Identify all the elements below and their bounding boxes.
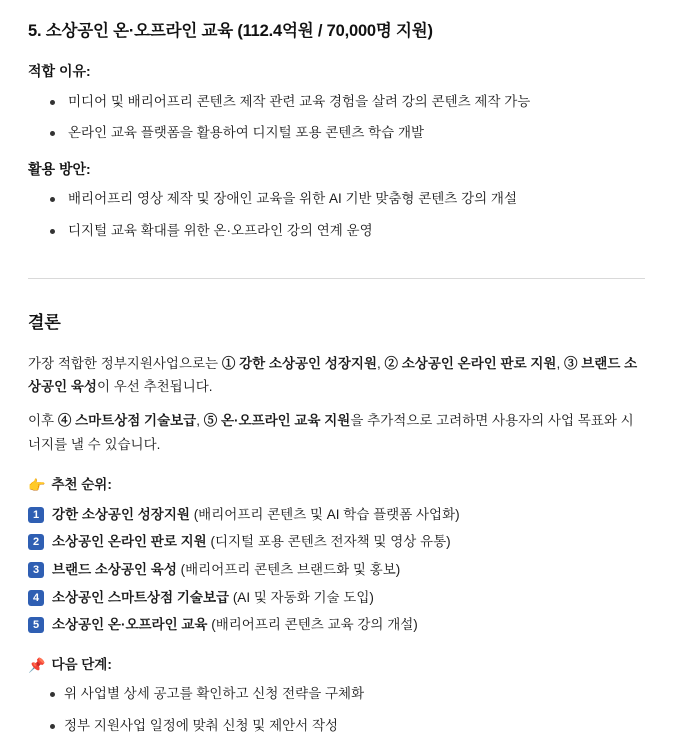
para1-mid-2: , bbox=[556, 355, 564, 371]
para1-suffix: 이 우선 추천됩니다. bbox=[96, 379, 213, 395]
rank-title: 소상공인 온·오프라인 교육 bbox=[52, 617, 208, 633]
rank-note: (디지털 포용 콘텐츠 전자책 및 영상 유통) bbox=[210, 534, 451, 550]
rank-title: 강한 소상공인 성장지원 bbox=[52, 506, 190, 522]
rank-note: (배리어프리 콘텐츠 및 AI 학습 플랫폼 사업화) bbox=[193, 506, 460, 522]
rank-badge: 2 bbox=[28, 534, 44, 550]
page-title: 5. 소상공인 온·오프라인 교육 (112.4억원 / 70,000명 지원) bbox=[28, 22, 433, 40]
list-item: 정부 지원사업 일정에 맞춰 신청 및 제안서 작성 bbox=[64, 715, 645, 737]
section-divider bbox=[28, 278, 645, 279]
conclusion-paragraph-1 bbox=[28, 352, 645, 399]
para1-bold-1: ① 강한 소상공인 성장지원 bbox=[221, 355, 377, 371]
list-item: 배리어프리 영상 제작 및 장애인 교육을 위한 AI 기반 맞춤형 콘텐츠 강의 개설 bbox=[64, 188, 645, 210]
para2-suffix: 을 추가적으로 고려하면 사용자의 사업 목표와 시너지를 낼 수 있습니다. bbox=[28, 412, 634, 452]
rank-title: 소상공인 온라인 판로 지원 bbox=[52, 534, 207, 550]
para1-bold-2: ② 소상공인 온라인 판로 지원 bbox=[384, 355, 557, 371]
rank-badge: 3 bbox=[28, 562, 44, 578]
conclusion-paragraph-2 bbox=[28, 409, 645, 456]
next-steps-list bbox=[28, 683, 645, 736]
next-steps-heading-label: 다음 단계: bbox=[51, 656, 112, 672]
rank-title: 브랜드 소상공인 육성 bbox=[52, 562, 177, 578]
next-steps-heading bbox=[28, 654, 645, 676]
rank-note: (배리어프리 콘텐츠 교육 강의 개설) bbox=[211, 617, 418, 633]
list-item bbox=[28, 559, 645, 581]
usage-list bbox=[28, 188, 645, 241]
para2-bold-1: ④ 스마트상점 기술보급 bbox=[57, 412, 197, 428]
reason-heading: 적합 이유: bbox=[28, 63, 91, 80]
para2-bold-2: ⑤ 온·오프라인 교육 지원 bbox=[203, 412, 351, 428]
list-item bbox=[28, 587, 645, 609]
list-item: 디지털 교육 확대를 위한 온·오프라인 강의 연계 운영 bbox=[64, 220, 645, 242]
para1-prefix: 가장 적합한 정부지원사업으로는 bbox=[28, 355, 222, 371]
list-item bbox=[28, 531, 645, 553]
rank-note: (배리어프리 콘텐츠 브랜드화 및 홍보) bbox=[180, 562, 401, 578]
list-item bbox=[28, 614, 645, 636]
list-item: 미디어 및 배리어프리 콘텐츠 제작 관련 교육 경험을 살려 강의 콘텐츠 제작 가능 bbox=[64, 91, 645, 113]
reason-list bbox=[28, 91, 645, 144]
para2-mid-1: , bbox=[196, 412, 204, 428]
pushpin-icon: 📌 bbox=[28, 656, 46, 673]
pointing-hand-icon: 👉 bbox=[28, 477, 46, 494]
para2-prefix: 이후 bbox=[28, 412, 58, 428]
rank-badge: 4 bbox=[28, 590, 44, 606]
rank-note: (AI 및 자동화 기술 도입) bbox=[232, 589, 374, 605]
para1-mid-1: , bbox=[377, 355, 385, 371]
rank-badge: 1 bbox=[28, 507, 44, 523]
usage-heading: 활용 방안: bbox=[28, 160, 91, 177]
recommend-heading bbox=[28, 474, 645, 496]
list-item: 온라인 교육 플랫폼을 활용하여 디지털 포용 콘텐츠 학습 개발 bbox=[64, 122, 645, 144]
list-item bbox=[28, 504, 645, 526]
recommend-heading-label: 추천 순위: bbox=[51, 477, 112, 493]
rank-badge: 5 bbox=[28, 617, 44, 633]
conclusion-title: 결론 bbox=[28, 312, 61, 332]
list-item: 위 사업별 상세 공고를 확인하고 신청 전략을 구체화 bbox=[64, 683, 645, 705]
rank-title: 소상공인 스마트상점 기술보급 bbox=[52, 589, 230, 605]
para1-bold-3: ③ 브랜드 소상공인 육성 bbox=[28, 355, 638, 395]
ranked-list bbox=[28, 504, 645, 636]
